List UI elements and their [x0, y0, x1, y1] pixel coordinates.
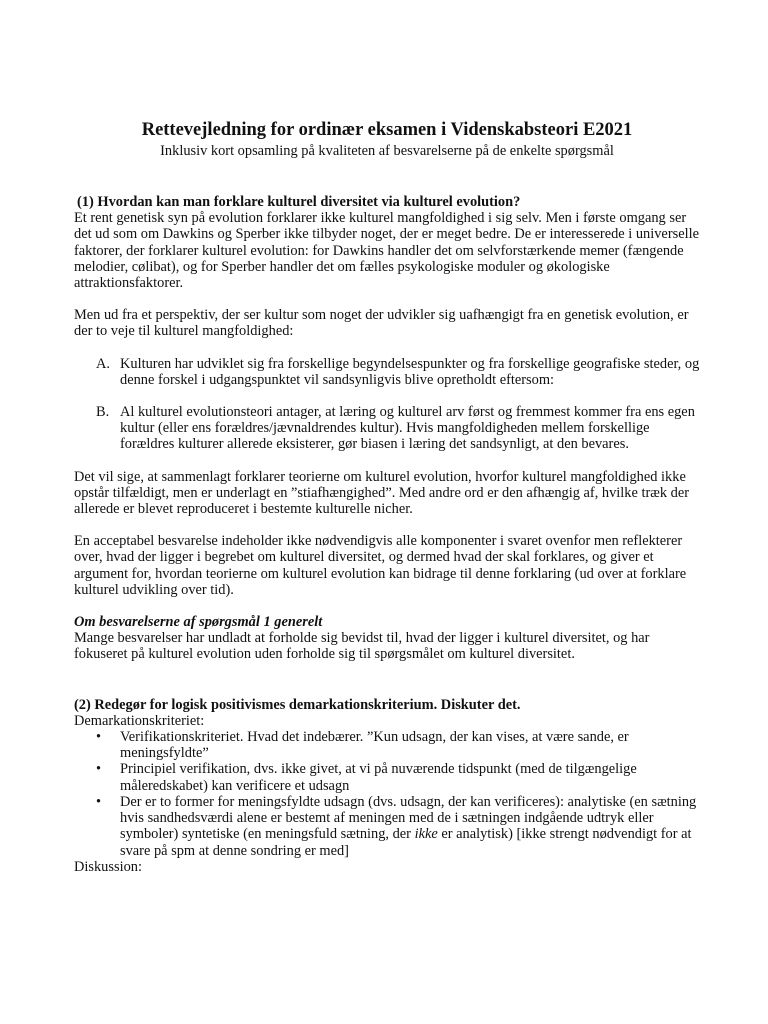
question-2-bullet-list — [74, 729, 700, 859]
bullet-item-3-emphasis: ikke — [414, 826, 438, 843]
option-a — [96, 356, 700, 388]
question-2-intro: Demarkationskriteriet: — [74, 712, 205, 729]
bullet-item-2-text: Principiel verifikation, dvs. ikke givet, at vi på nuværende tidspunkt (med de tilgængelige måleredskabet) kan verificere et udsagn — [120, 761, 637, 794]
option-a-text: Kulturen har udviklet sig fra forskellige begyndelsespunkter og fra forskellige geografiske steder, og denne forskel i udgangspunktet vil sandsynligvis blive opretholdt eftersom: — [120, 355, 700, 388]
bullet-item-1 — [96, 729, 700, 761]
bullet-icon: • — [96, 793, 102, 810]
document-title: Rettevejledning for ordinær eksamen i Videnskabsteori E2021 — [141, 120, 633, 140]
bullet-icon: • — [96, 729, 102, 746]
question-1-options-list — [74, 356, 700, 453]
option-b-marker: B. — [96, 404, 110, 421]
bullet-item-1-text: Verifikationskriteriet. Hvad det indebærer. ”Kun udsagn, der kan vises, at være sande, er meningsfyldte” — [120, 729, 629, 762]
question-2-section — [74, 697, 700, 875]
option-b — [96, 404, 700, 453]
bullet-item-3-text-end: er analytisk) [ikke strengt nødvendigt for at svare på spm at denne sondring er med] — [120, 826, 692, 859]
document-subtitle: Inklusiv kort opsamling på kvaliteten af besvarelserne på de enkelte spørgsmål — [160, 143, 614, 159]
option-a-marker: A. — [96, 355, 110, 372]
bullet-item-3-text-start: Der er to former for meningsfyldte udsagn (dvs. udsagn, der kan verificeres): analytiske (en sætning hvis sandhedsværdi alene er bestemt af meningen med de i sætningen indgående udtryk eller symboler) syntetiske (en meningsfuld sætning, der — [120, 793, 697, 843]
question-1-heading: (1) Hvordan kan man forklare kulturel diversitet via kulturel evolution? — [77, 194, 521, 210]
bullet-icon: • — [96, 761, 102, 778]
document-page — [74, 118, 700, 875]
question-1-paragraph-1: Et rent genetisk syn på evolution forklarer ikke kulturel mangfoldighed i sig selv. Men i første omgang ser det ud som om Dawkins og Sperber ikke tilbyder noget, der er meget bedre. De er interesserede i universelle faktorer, der forklarer kulturel evolution: for Dawkins handler det om selvforstærkende memer (fængende melodier, cølibat), og for Sperber handler det om fælles psykologiske moduler og økologiske attraktionsfaktorer. — [74, 210, 699, 292]
bullet-item-3 — [96, 794, 700, 859]
question-1-general-text: Mange besvarelser har undladt at forholde sig bevidst til, hvad der ligger i kulturel diversitet, og har fokuseret på kulturel evolution uden forholde sig til spørgsmålet om kulturel diversitet. — [74, 630, 650, 663]
question-1-general-heading: Om besvarelserne af spørgsmål 1 generelt — [74, 614, 323, 631]
question-1-section — [74, 194, 700, 663]
question-1-paragraph-3: Det vil sige, at sammenlagt forklarer teorierne om kulturel evolution, hvorfor kulturel mangfoldighed ikke opstår tilfældigt, men er underlagt en ”stiafhængighed”. Med andre ord er den afhængig af, hvilke træk der allerede er blevet reproduceret i bestemte kulturelle nicher. — [74, 468, 690, 518]
question-2-discussion-label: Diskussion: — [74, 858, 142, 875]
question-1-paragraph-4: En acceptabel besvarelse indeholder ikke nødvendigvis alle komponenter i svaret ovenfor men reflekterer over, hvad der ligger i begrebet om kulturel diversitet, og dermed hvad der skal forklares, og giver et argument for, hvordan teorierne om kulturel evolution kan bidrage til denne forklaring (ud over at forklare kulturel udvikling over tid). — [74, 533, 687, 598]
question-2-heading: (2) Redegør for logisk positivismes demarkationskriterium. Diskuter det. — [74, 696, 521, 713]
option-b-text: Al kulturel evolutionsteori antager, at læring og kulturel arv først og fremmest kommer fra ens egen kultur (eller ens forældres/jævnaldrendes kultur). Hvis mangfoldigheden mellem forskellige forældres kulturer allerede eksisterer, gør biasen i læring det sandsynligt, at den bevares. — [120, 404, 695, 453]
question-1-paragraph-2: Men ud fra et perspektiv, der ser kultur som noget der udvikler sig uafhængigt fra en genetisk evolution, er der to veje til kulturel mangfoldighed: — [74, 307, 689, 340]
bullet-item-2 — [96, 761, 700, 793]
